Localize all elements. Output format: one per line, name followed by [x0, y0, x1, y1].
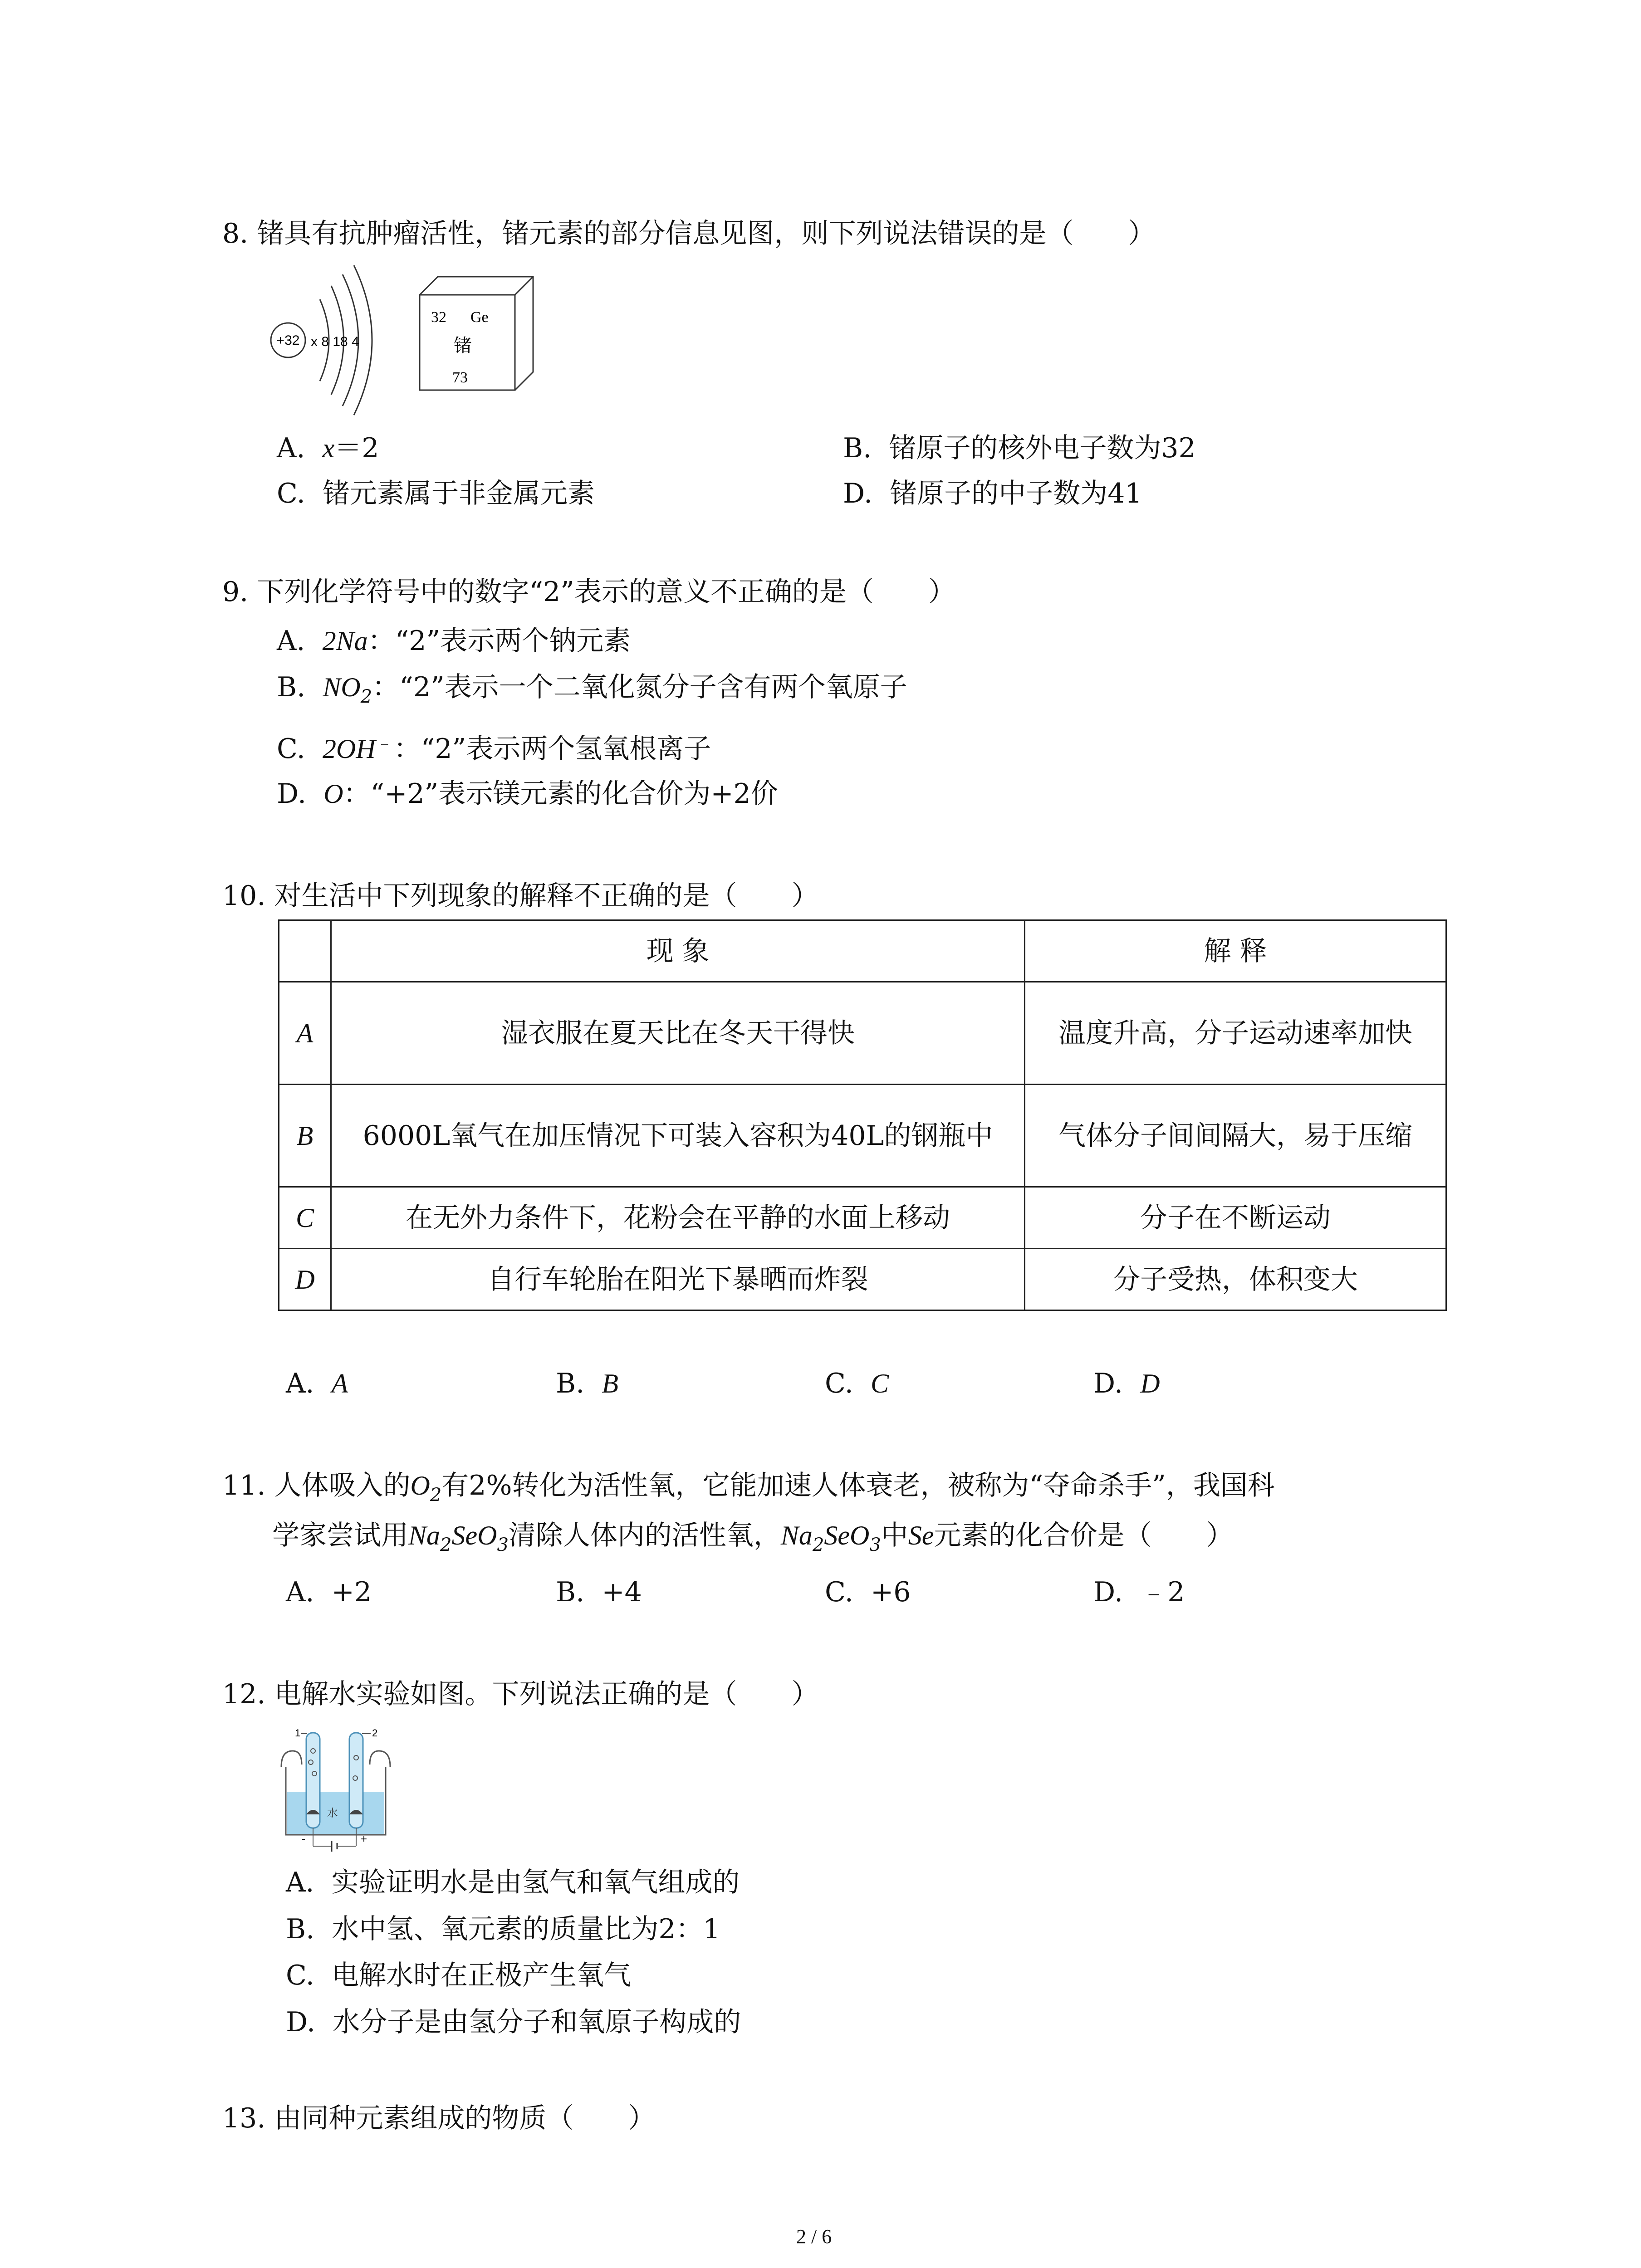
phenomenon-cell: 在无外力条件下，花粉会在平静的水面上移动	[331, 1187, 1025, 1249]
q11-line-1: 11. 人体吸入的$O_2$有2%转化为活性氧，它能加速人体衰老，被称为“夺命杀手”，我国科	[222, 1470, 1275, 1505]
page-number: 2 / 6	[796, 2225, 832, 2248]
table-row	[279, 1249, 1446, 1310]
water-label: 水	[327, 1807, 338, 1819]
phenomenon-cell: 6000L氧气在加压情况下可装入容积为40L的钢瓶中	[331, 1085, 1025, 1187]
explanation-cell: 分子在不断运动	[1025, 1187, 1446, 1249]
row-label: B	[279, 1085, 331, 1187]
table-header-cell: 现 象	[331, 920, 1025, 982]
electron-shells: x 8 18 4	[311, 334, 359, 349]
q11-option-c[interactable]: C. +6	[825, 1576, 911, 1608]
q12-stem: 12. 电解水实验如图。下列说法正确的是（ ）	[222, 1678, 819, 1710]
tube-1-label: 1	[295, 1727, 301, 1739]
battery-minus: -	[302, 1833, 305, 1845]
table-row	[279, 1085, 1446, 1187]
q9-option-c[interactable]: C. 2OH﹣：“2”表示两个氢氧根离子	[277, 732, 711, 765]
q10-stem: 10. 对生活中下列现象的解释不正确的是（ ）	[222, 880, 819, 912]
atom-structure-diagram	[263, 254, 395, 417]
table-row	[279, 1187, 1446, 1249]
battery-plus: +	[361, 1833, 367, 1845]
element-name: 锗	[454, 335, 472, 356]
q8-stem: 8. 锗具有抗肿瘤活性，锗元素的部分信息见图，则下列说法错误的是（ ）	[222, 218, 1156, 249]
element-box-diagram	[415, 272, 538, 399]
q12-option-d[interactable]: D. 水分子是由氢分子和氧原子构成的	[286, 2006, 741, 2038]
phenomena-table	[278, 919, 1447, 1311]
tube-2-label: 2	[372, 1727, 378, 1739]
q11-option-b[interactable]: B. +4	[556, 1576, 642, 1608]
q9-option-b[interactable]: B. $NO_2$：“2”表示一个二氧化氮分子含有两个氧原子	[277, 671, 907, 707]
q8-option-a[interactable]: A. x＝2	[277, 432, 379, 464]
q11-option-d[interactable]: D. ﹣2	[1093, 1576, 1185, 1608]
q8-option-b[interactable]: B. 锗原子的核外电子数为32	[843, 432, 1196, 464]
nucleus-charge: +32	[276, 333, 300, 348]
explanation-cell: 温度升高，分子运动速率加快	[1025, 982, 1446, 1085]
q8-option-c[interactable]: C. 锗元素属于非金属元素	[277, 478, 595, 509]
q10-option-d[interactable]: D. D	[1093, 1368, 1160, 1399]
q11-option-a[interactable]: A. +2	[286, 1576, 372, 1608]
q11-line-2: 学家尝试用$Na_2SeO_3$清除人体内的活性氧，$Na_2SeO_3$中Se元素的化合价是（ ）	[272, 1520, 1234, 1555]
phenomenon-cell: 湿衣服在夏天比在冬天干得快	[331, 982, 1025, 1085]
element-symbol: Ge	[470, 309, 489, 326]
table-header-cell: 解 释	[1025, 920, 1446, 982]
phenomenon-cell: 自行车轮胎在阳光下暴晒而炸裂	[331, 1249, 1025, 1310]
q10-option-b[interactable]: B. B	[556, 1368, 618, 1399]
table-header-cell	[279, 920, 331, 982]
atomic-number: 32	[431, 309, 446, 326]
q12-option-a[interactable]: A. 实验证明水是由氢气和氧气组成的	[286, 1867, 740, 1898]
row-label: C	[279, 1187, 331, 1249]
q8-option-d[interactable]: D. 锗原子的中子数为41	[843, 478, 1142, 509]
q9-option-d[interactable]: D. O：“+2”表示镁元素的化合价为+2价	[277, 778, 778, 810]
table-row	[279, 982, 1446, 1085]
explanation-cell: 气体分子间间隔大，易于压缩	[1025, 1085, 1446, 1187]
q12-option-c[interactable]: C. 电解水时在正极产生氧气	[286, 1960, 631, 1991]
electrolysis-diagram	[274, 1724, 397, 1855]
row-label: D	[279, 1249, 331, 1310]
q13-stem: 13. 由同种元素组成的物质（ ）	[222, 2102, 656, 2134]
q9-stem: 9. 下列化学符号中的数字“2”表示的意义不正确的是（ ）	[222, 576, 955, 608]
row-label: A	[279, 982, 331, 1085]
q9-option-a[interactable]: A. 2Na：“2”表示两个钠元素	[277, 625, 631, 657]
table-header-row	[279, 920, 1446, 982]
atomic-mass: 73	[452, 369, 468, 386]
explanation-cell: 分子受热，体积变大	[1025, 1249, 1446, 1310]
q10-option-c[interactable]: C. C	[825, 1368, 889, 1399]
q10-option-a[interactable]: A. A	[286, 1368, 348, 1399]
q12-option-b[interactable]: B. 水中氢、氧元素的质量比为2：1	[286, 1913, 720, 1945]
